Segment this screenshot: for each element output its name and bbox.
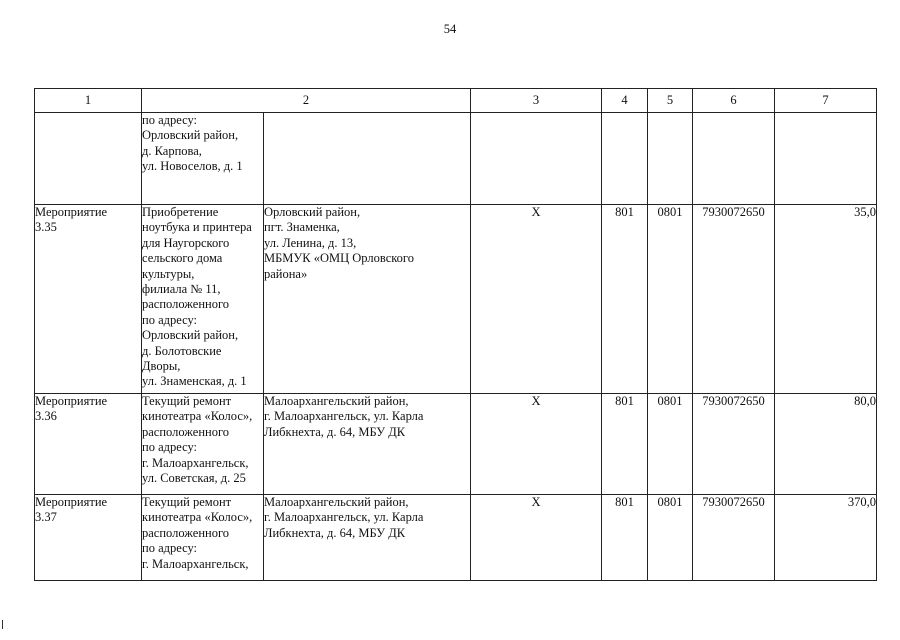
header-col-1: 1	[35, 89, 142, 113]
header-col-6: 6	[693, 89, 775, 113]
measure-cell: Мероприятие 3.35	[35, 205, 142, 394]
col4-cell: 801	[602, 394, 648, 495]
address-cell: Орловский район, пгт. Знаменка, ул. Ленина, д. 13, МБМУК «ОМЦ Орловского района»	[264, 205, 471, 394]
col5-cell: 0801	[648, 205, 693, 394]
col7-cell: 80,0	[775, 394, 877, 495]
col3-cell: Х	[471, 394, 602, 495]
col5-cell: 0801	[648, 495, 693, 581]
header-col-4: 4	[602, 89, 648, 113]
measure-cell: Мероприятие 3.36	[35, 394, 142, 495]
col7-cell: 35,0	[775, 205, 877, 394]
budget-table	[34, 88, 877, 581]
col5-cell: 0801	[648, 394, 693, 495]
header-col-2: 2	[142, 89, 471, 113]
address-cell: Малоархангельский район, г. Малоархангельск, ул. Карла Либкнехта, д. 64, МБУ ДК	[264, 495, 471, 581]
col7-cell	[775, 113, 877, 205]
page-number: 54	[443, 22, 457, 36]
address-cell	[264, 113, 471, 205]
scan-edge-mark	[2, 620, 3, 629]
col6-cell: 7930072650	[693, 495, 775, 581]
col7-cell: 370,0	[775, 495, 877, 581]
header-col-3: 3	[471, 89, 602, 113]
description-cell: Текущий ремонт кинотеатра «Колос», расположенного по адресу: г. Малоархангельск, ул. Советская, д. 25	[142, 394, 264, 495]
col3-cell	[471, 113, 602, 205]
measure-cell: Мероприятие 3.37	[35, 495, 142, 581]
address-cell: Малоархангельский район, г. Малоархангельск, ул. Карла Либкнехта, д. 64, МБУ ДК	[264, 394, 471, 495]
description-cell: Приобретение ноутбука и принтера для Наугорского сельского дома культуры, филиала № 11, расположенного по адресу: Орловский район, д. Болотовские Дворы, ул. Знаменская, д. 1	[142, 205, 264, 394]
col3-cell: Х	[471, 205, 602, 394]
table-row	[35, 394, 877, 495]
header-col-5: 5	[648, 89, 693, 113]
description-cell: по адресу: Орловский район, д. Карпова, ул. Новоселов, д. 1	[142, 113, 264, 205]
header-col-7: 7	[775, 89, 877, 113]
table-row	[35, 495, 877, 581]
col6-cell: 7930072650	[693, 394, 775, 495]
table-row	[35, 205, 877, 394]
col5-cell	[648, 113, 693, 205]
col6-cell	[693, 113, 775, 205]
col4-cell: 801	[602, 495, 648, 581]
col3-cell: Х	[471, 495, 602, 581]
measure-cell	[35, 113, 142, 205]
header-row	[35, 89, 877, 113]
table-row	[35, 113, 877, 205]
col4-cell: 801	[602, 205, 648, 394]
col4-cell	[602, 113, 648, 205]
description-cell: Текущий ремонт кинотеатра «Колос», расположенного по адресу: г. Малоархангельск,	[142, 495, 264, 581]
col6-cell: 7930072650	[693, 205, 775, 394]
